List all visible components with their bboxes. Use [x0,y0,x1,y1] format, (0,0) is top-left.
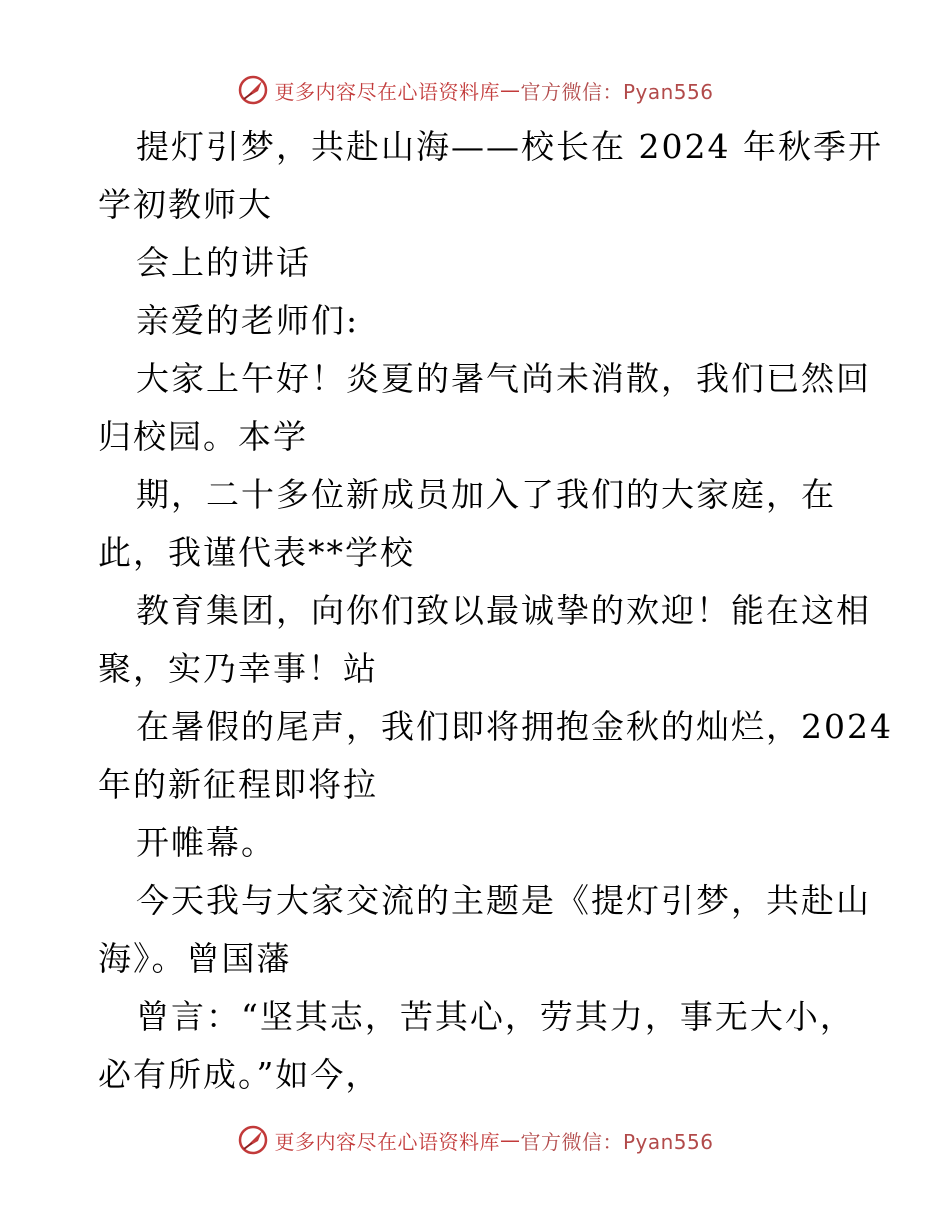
banner-text: 更多内容尽在心语资料库 [274,1129,500,1154]
title-line-2: 学初教师大 [98,185,273,224]
paragraph-line: 教育集团，向你们致以最诚挚的欢迎！能在这相 [136,591,871,630]
paragraph-line: 开帷幕。 [136,823,276,862]
banner-text: 更多内容尽在心语资料库 [274,79,500,104]
paragraph-line: 在暑假的尾声，我们即将拥抱金秋的灿烂，2024 [136,707,893,746]
title-line-3: 会上的讲话 [136,243,311,282]
title-line-1: 提灯引梦，共赴山海——校长在 2024 年秋季开 [136,127,883,166]
paragraph-line: 聚，实乃幸事！站 [98,649,378,688]
banner-wechat: 官方微信：Pyan556 [520,1129,714,1154]
quill-logo-icon [236,73,270,107]
paragraph-line: 必有所成。”如今， [98,1055,381,1094]
banner-wechat: 官方微信：Pyan556 [520,79,714,104]
quill-logo-icon [236,1123,270,1157]
paragraph-line: 今天我与大家交流的主题是《提灯引梦，共赴山 [136,881,871,920]
salutation: 亲爱的老师们: [136,301,360,340]
banner-separator: — [499,1128,521,1152]
paragraph-line: 此，我谨代表**学校 [98,533,415,572]
header-banner [0,70,950,110]
document-body [98,118,893,1104]
paragraph-line: 海》。曾国藩 [98,939,292,978]
paragraph-line: 期，二十多位新成员加入了我们的大家庭，在 [136,475,836,514]
paragraph-line: 曾言：“坚其志，苦其心，劳其力，事无大小， [136,997,855,1036]
footer-banner [0,1120,950,1160]
paragraph-line: 归校园。本学 [98,417,308,456]
paragraph-line: 年的新征程即将拉 [98,765,378,804]
paragraph-line: 大家上午好！炎夏的暑气尚未消散，我们已然回 [136,359,871,398]
banner-separator: — [499,78,521,102]
